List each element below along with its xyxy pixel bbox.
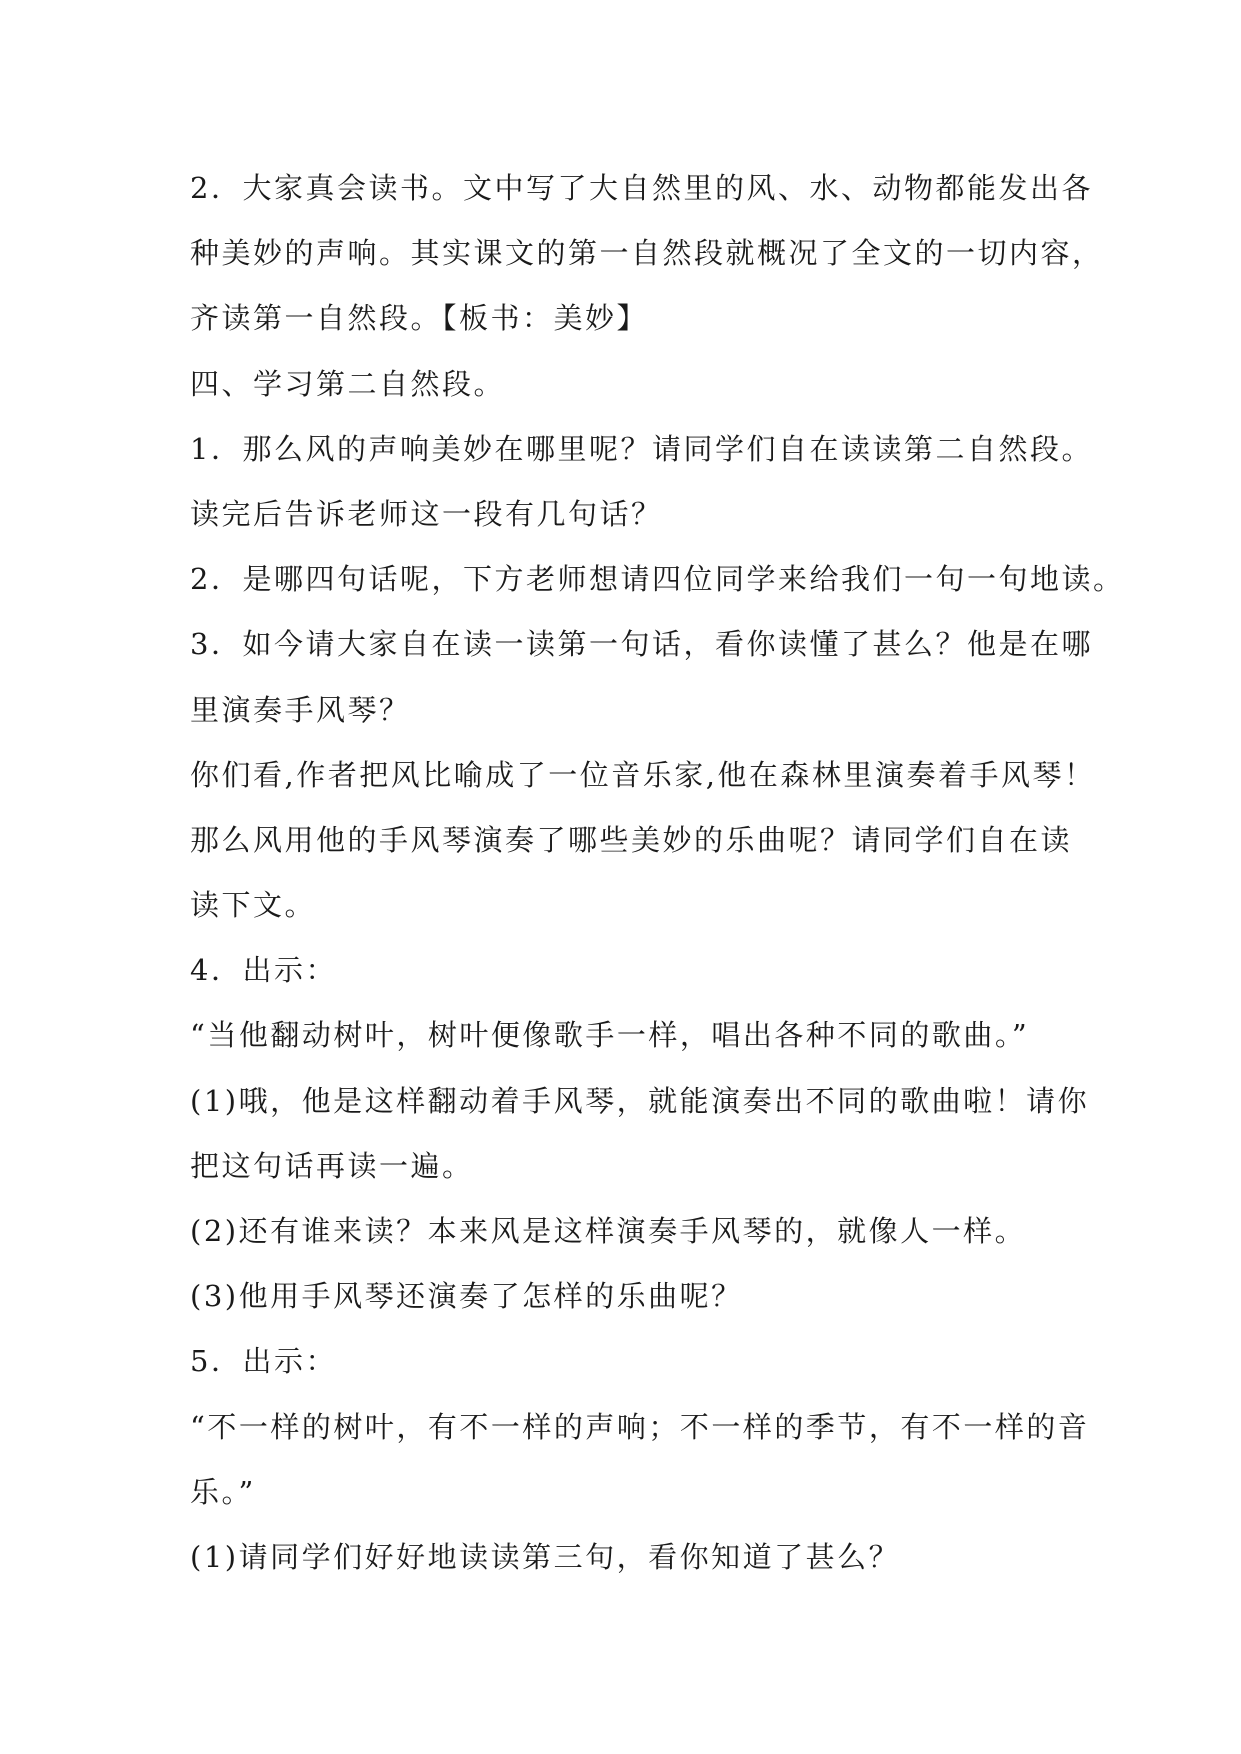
text-line: (2)还有谁来读？本来风是这样演奏手风琴的，就像人一样。	[190, 1214, 1027, 1248]
text-line: (1)哦，他是这样翻动着手风琴，就能演奏出不同的歌曲啦！请你	[190, 1083, 1090, 1118]
quoted-line: “当他翻动树叶，树叶便像歌手一样，唱出各种不同的歌曲。”	[190, 1018, 1030, 1053]
text-line: 齐读第一自然段。【板书：美妙】	[190, 301, 649, 336]
text-line: 1．那么风的声响美妙在哪里呢？请同学们自在读读第二自然段。	[190, 431, 1093, 466]
section-heading: 四、学习第二自然段。	[190, 366, 506, 401]
text-line: 2．大家真会读书。文中写了大自然里的风、水、动物都能发出各	[190, 171, 1093, 205]
quoted-line: 乐。”	[190, 1474, 256, 1509]
text-line: 那么风用他的手风琴演奏了哪些美妙的乐曲呢？请同学们自在读	[190, 822, 1073, 857]
text-line: 你们看,作者把风比喻成了一位音乐家,他在森林里演奏着手风琴！	[190, 757, 1096, 792]
text-line: 里演奏手风琴？	[190, 692, 411, 727]
text-line: 3．如今请大家自在读一读第一句话，看你读懂了甚么？他是在哪	[190, 627, 1093, 662]
text-line: (1)请同学们好好地读读第三句，看你知道了甚么？	[190, 1539, 901, 1574]
text-line: 5．出示：	[190, 1344, 337, 1379]
text-line: 4．出示：	[190, 953, 337, 988]
quoted-line: “不一样的树叶，有不一样的声响；不一样的季节，有不一样的音	[190, 1409, 1090, 1444]
text-line: 种美妙的声响。其实课文的第一自然段就概况了全文的一切内容，	[190, 236, 1104, 271]
text-line: 2．是哪四句话呢，下方老师想请四位同学来给我们一句一句地读。	[190, 562, 1125, 597]
document-body	[190, 156, 1125, 1590]
text-line: (3)他用手风琴还演奏了怎样的乐曲呢？	[190, 1279, 743, 1314]
text-line: 读完后告诉老师这一段有几句话？	[190, 496, 663, 531]
text-line: 把这句话再读一遍。	[190, 1148, 474, 1183]
text-line: 读下文。	[190, 888, 317, 923]
